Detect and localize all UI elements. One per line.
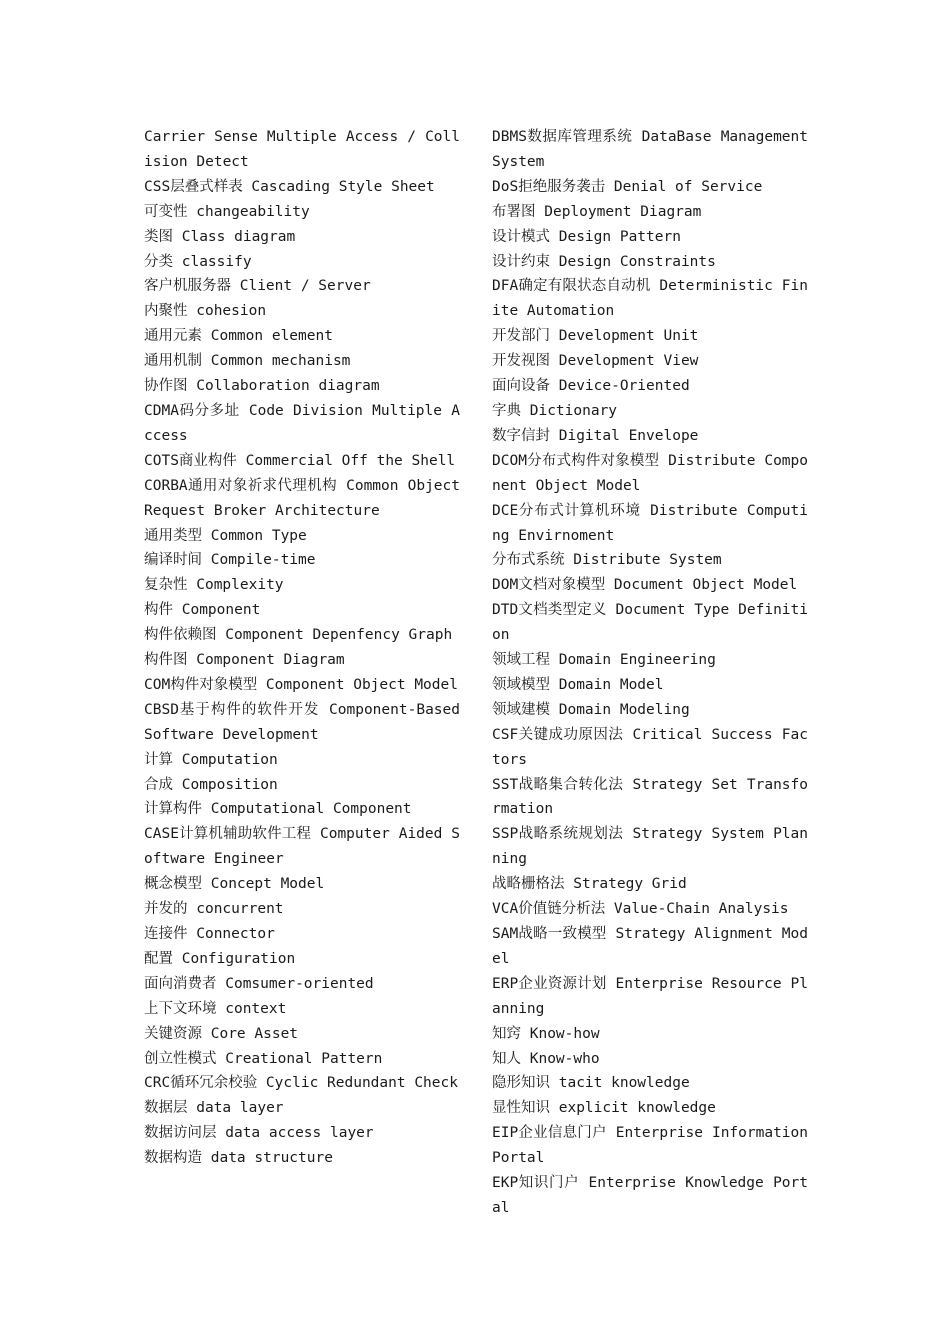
glossary-entry: DCE分布式计算机环境 Distribute Computing Envirnoment [492,502,808,544]
glossary-entry: CDMA码分多址 Code Division Multiple Access [144,402,460,444]
glossary-entry: 数据构造 data structure [144,1150,333,1167]
glossary-entry: 知人 Know-who [492,1050,600,1067]
glossary-entry: 分布式系统 Distribute System [492,552,722,569]
glossary-entry: 布署图 Deployment Diagram [492,203,702,220]
glossary-entry: COTS商业构件 Commercial Off the Shell [144,452,456,469]
glossary-entry: CRC循环冗余校验 Cyclic Redundant Check [144,1075,458,1092]
glossary-entry: CSS层叠式样表 Cascading Style Sheet [144,178,435,195]
glossary-entry: 构件依赖图 Component Depenfency Graph [144,627,453,644]
glossary-entry: 数据访问层 data access layer [144,1125,374,1142]
glossary-entry: 战略栅格法 Strategy Grid [492,876,687,893]
glossary-entry: 概念模型 Concept Model [144,876,325,893]
glossary-entry: 关键资源 Core Asset [144,1025,299,1042]
glossary-entry: 复杂性 Complexity [144,577,284,594]
glossary-entry: 分类 classify [144,253,252,270]
glossary-entry: 合成 Composition [144,776,278,793]
glossary-entry: 并发的 concurrent [144,901,284,918]
glossary-entry: 可变性 changeability [144,203,310,220]
glossary-entry: SSP战略系统规划法 Strategy System Planning [492,826,808,868]
glossary-entry: 计算 Computation [144,751,278,768]
glossary-entry: 领域工程 Domain Engineering [492,652,716,669]
glossary-entry: 内聚性 cohesion [144,303,267,320]
right-column [492,125,808,1221]
glossary-entry: 配置 Configuration [144,950,296,967]
glossary-entry: DTD文档类型定义 Document Type Definition [492,602,808,644]
glossary-entry: 设计模式 Design Pattern [492,228,681,245]
glossary-entry: VCA价值链分析法 Value-Chain Analysis [492,901,789,918]
glossary-entry: EKP知识门户 Enterprise Knowledge Portal [492,1175,808,1216]
glossary-entry: 知窍 Know-how [492,1025,600,1042]
glossary-entry: 数据层 data layer [144,1100,284,1117]
glossary-entry: SST战略集合转化法 Strategy Set Transformation [492,776,808,818]
glossary-entry: 设计约束 Design Constraints [492,253,716,270]
glossary-entry: 通用机制 Common mechanism [144,353,351,370]
glossary-entry: CASE计算机辅助软件工程 Computer Aided Software Engineer [144,826,460,868]
glossary-entry: 计算构件 Computational Component [144,801,412,818]
glossary-entry: 通用类型 Common Type [144,527,307,544]
glossary-entry: 面向消费者 Comsumer-oriented [144,975,374,992]
glossary-entry: 领域模型 Domain Model [492,676,664,693]
glossary-entry: ERP企业资源计划 Enterprise Resource Planning [492,975,808,1017]
glossary-entry: 通用元素 Common element [144,328,333,345]
glossary-entry: 构件 Component [144,602,261,619]
glossary-entry: 字典 Dictionary [492,402,618,419]
glossary-entry: DFA确定有限状态自动机 Deterministic Finite Automation [492,278,808,320]
glossary-entry: 上下文环境 context [144,1000,287,1017]
glossary-entry: 客户机服务器 Client / Server [144,278,371,295]
glossary-entry: DoS拒绝服务袭击 Denial of Service [492,178,763,195]
glossary-entry: SAM战略一致模型 Strategy Alignment Model [492,926,808,967]
glossary-entry: CBSD基于构件的软件开发 Component-Based Software Development [144,701,460,743]
glossary-entry: EIP企业信息门户 Enterprise Information Portal [492,1125,808,1167]
glossary-entry: 开发视图 Development View [492,353,699,370]
glossary-entry: DBMS数据库管理系统 DataBase Management System [492,129,808,170]
glossary-entry: CSF关键成功原因法 Critical Success Factors [492,726,808,768]
glossary-entry: DCOM分布式构件对象模型 Distribute Component Object Model [492,452,808,494]
glossary-entry: 协作图 Collaboration diagram [144,378,380,395]
glossary-entry: 隐形知识 tacit knowledge [492,1075,690,1092]
glossary-entry: 面向设备 Device-Oriented [492,378,690,395]
glossary-entry: CORBA通用对象祈求代理机构 Common Object Request Broker Architecture [144,477,460,519]
left-column [144,125,460,1171]
glossary-entry: DOM文档对象模型 Document Object Model [492,577,798,594]
glossary-entry: 编译时间 Compile-time [144,552,316,569]
glossary-entry: 数字信封 Digital Envelope [492,427,699,444]
glossary-entry: 连接件 Connector [144,926,275,942]
glossary-entry: Carrier Sense Multiple Access / Collision Detect [144,129,460,170]
glossary-entry: 开发部门 Development Unit [492,328,699,345]
glossary-entry: 构件图 Component Diagram [144,652,345,669]
glossary-entry: 显性知识 explicit knowledge [492,1100,716,1117]
glossary-entry: COM构件对象模型 Component Object Model [144,676,458,693]
glossary-entry: 类图 Class diagram [144,228,296,245]
glossary-entry: 领域建模 Domain Modeling [492,701,690,718]
glossary-entry: 创立性模式 Creational Pattern [144,1050,383,1067]
